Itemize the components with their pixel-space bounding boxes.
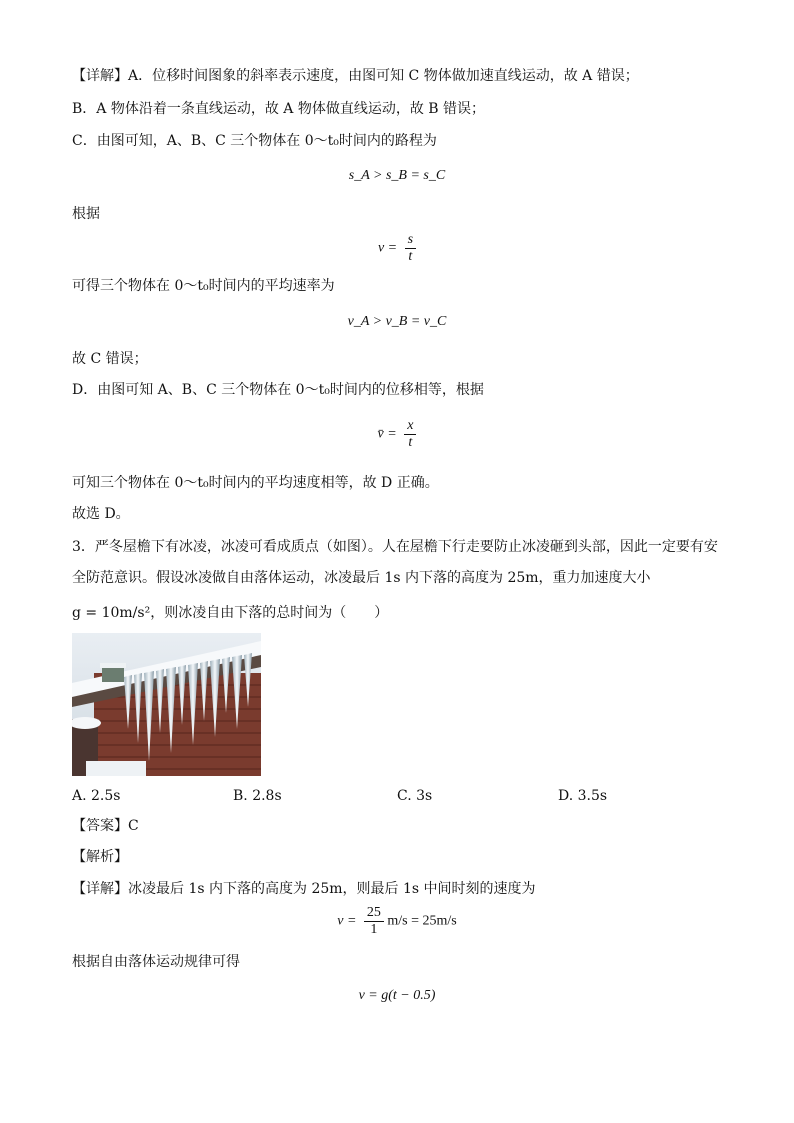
equation-distance: s_A > s_B = s_C xyxy=(348,168,446,183)
question-3-line1: 3．严冬屋檐下有冰凌，冰凌可看成质点（如图）。人在屋檐下行走要防止冰凌砸到头部，因此一定要有安 xyxy=(72,539,718,555)
equation-rates: v_A > v_B = v_C xyxy=(347,314,447,329)
option-c: C. 3s xyxy=(397,788,433,804)
line-d-correct: 可知三个物体在 0～t₀时间内的平均速度相等，故 D 正确。 xyxy=(72,475,439,491)
equation-mid-speed: v = $\frac{25}{1}$ m/s = 25m/s xyxy=(337,905,457,937)
analysis-heading: 【解析】 xyxy=(72,849,128,865)
equation-speed: v = $\frac{s}{t}$ xyxy=(0,232,794,265)
line-detail-d: D．由图可知 A、B、C 三个物体在 0～t₀时间内的位移相等，根据 xyxy=(72,382,484,398)
question-3-line3: g = 10m/s²，则冰凌自由下落的总时间为（ ） xyxy=(72,605,389,621)
line-avg-rate: 可得三个物体在 0～t₀时间内的平均速率为 xyxy=(72,278,335,294)
line-detail-a: 【详解】A．位移时间图象的斜率表示速度，由图可知 C 物体做加速直线运动，故 A 错误； xyxy=(72,68,639,84)
line-detail-c: C．由图可知，A、B、C 三个物体在 0～t₀时间内的路程为 xyxy=(72,133,437,149)
option-b: B. 2.8s xyxy=(233,788,282,804)
question-3-line2: 全防范意识。假设冰凌做自由落体运动，冰凌最后 1s 内下落的高度为 25m，重力加速度大小 xyxy=(72,570,651,586)
line-detail-q3: 【详解】冰凌最后 1s 内下落的高度为 25m，则最后 1s 中间时刻的速度为 xyxy=(72,881,536,897)
line-detail-b: B．A 物体沿着一条直线运动，故 A 物体做直线运动，故 B 错误； xyxy=(72,101,486,117)
line-choose-d: 故选 D。 xyxy=(72,506,130,522)
icicles-photo xyxy=(72,633,261,776)
equation-avg-velocity: v̄ = $\frac{x}{t}$ xyxy=(0,418,794,451)
option-a: A. 2.5s xyxy=(72,788,121,804)
line-free-fall: 根据自由落体运动规律可得 xyxy=(72,954,240,970)
line-c-wrong: 故 C 错误； xyxy=(72,351,148,367)
answer-line: 【答案】C xyxy=(72,818,139,834)
option-d: D. 3.5s xyxy=(558,788,608,804)
equation-free-fall: v = g(t − 0.5) xyxy=(358,988,436,1003)
line-genju: 根据 xyxy=(72,206,100,222)
